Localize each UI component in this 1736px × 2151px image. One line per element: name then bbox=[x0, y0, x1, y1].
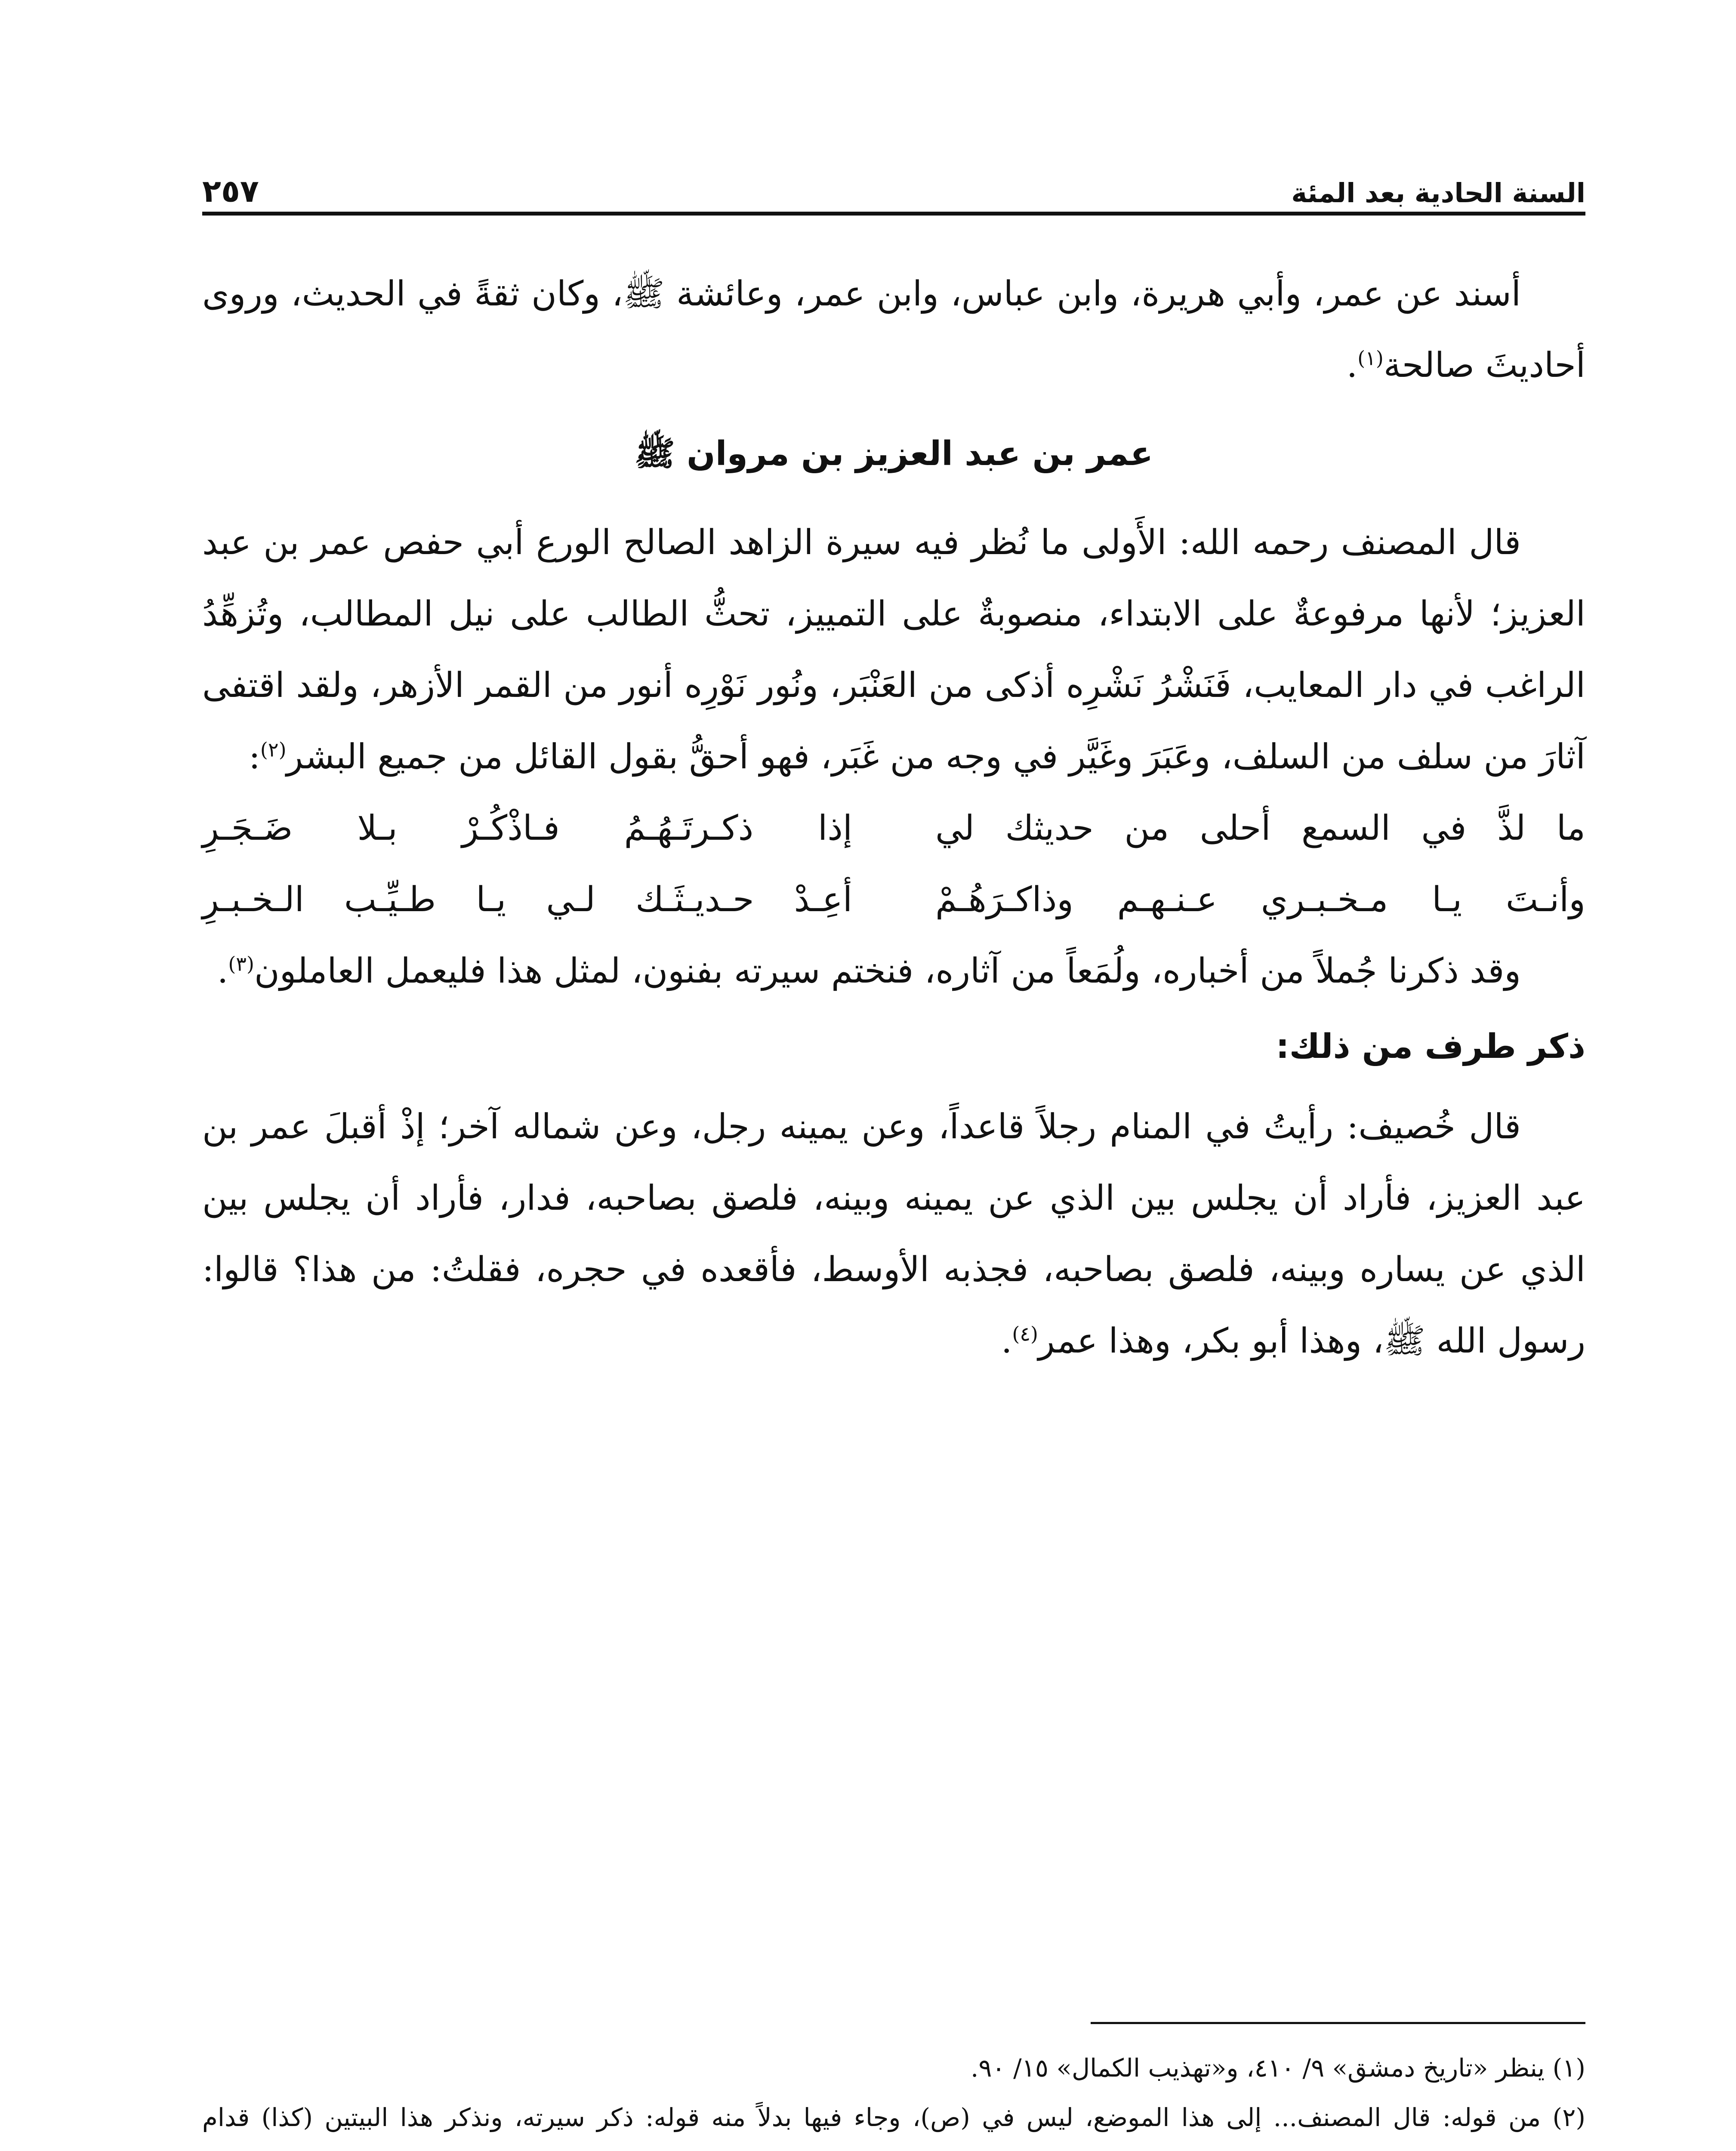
paragraph-2: قال المصنف رحمه الله: الأَولى ما نُظر فيه سيرة الزاهد الصالح الورع أبي حفص عمر بن عبد العزيز؛ لأنها مرفوعةٌ على الابتداء، منصوبةٌ على التمييز، تحثُّ الطالب على نيل المطالب، وتُزهِّدُ الراغب في دار المعايب، فَنَشْرُ نَشْرِه أذكى من العَنْبَر، ونُور نَوْرِه أنور من القمر الأزهر، ولقد اقتفى آثارَ من سلف من السلف، وعَبَرَ وغَيَّر في وجه من غَبَر، فهو أحقُّ بقول القائل من جميع البشر$^{(٢)}$: bbox=[202, 522, 1585, 777]
footnote-rule bbox=[1091, 2022, 1585, 2024]
section-heading-umar: عمر بن عبد العزيز بن مروان ﷺ bbox=[634, 435, 1153, 473]
page-number: ٢٥٧ bbox=[202, 173, 259, 209]
footnote-1: (١) ينظر «تاريخ دمشق» ٩/ ٤١٠، و«تهذيب الكمال» ١٥/ ٩٠. bbox=[970, 2053, 1585, 2083]
section-heading-dhikr: ذكر طرف من ذلك: bbox=[1276, 1027, 1585, 1066]
verse-2-second-hemistich: أعِـدْ حـديـثَـك لـي يـا طـيِّـب الـخـبـرِ bbox=[202, 879, 853, 919]
running-header bbox=[202, 142, 1585, 209]
verse-2-first-hemistich: وأنـتَ يـا مـخـبـري عـنـهـم وذاكـرَهُـمْ bbox=[935, 879, 1585, 919]
running-title: السنة الحادية بعد المئة bbox=[1291, 177, 1585, 209]
verse-1-first-hemistich: ما لذَّ في السمع أحلى من حديثك لي bbox=[935, 808, 1585, 848]
main-text bbox=[202, 258, 1585, 1377]
paragraph-4: قال خُصيف: رأيتُ في المنام رجلاً قاعداً، وعن يمينه رجل، وعن شماله آخر؛ إذْ أقبلَ عمر بن عبد العزيز، فأراد أن يجلس بين الذي عن يمينه وبينه، فلصق بصاحبه، فدار، فأراد أن يجلس بين الذي عن يساره وبينه، فلصق بصاحبه، فجذبه الأوسط، فأقعده في حجره، فقلتُ: من هذا؟ قالوا: رسول الله ﷺ، وهذا أبو بكر، وهذا عمر$^{(٤)}$. bbox=[202, 1106, 1585, 1361]
footnote-2: (٢) من قوله: قال المصنف... إلى هذا الموضع، ليس في (ص)، وجاء فيها بدلاً منه قوله: ذكر سيرته، ونذكر هذا البيتين (كذا) قدام bbox=[202, 2103, 1585, 2132]
footnote-ref-2: (٢) bbox=[260, 738, 287, 761]
footnotes bbox=[202, 2043, 1585, 2151]
poem-verse-1 bbox=[202, 792, 1585, 864]
header-rule bbox=[202, 212, 1585, 216]
footnote-ref-1: (١) bbox=[1357, 346, 1384, 370]
paragraph-1: أسند عن عمر، وأبي هريرة، وابن عباس، وابن عمر، وعائشة ﷺ، وكان ثقةً في الحديث، وروى أحاديثَ صالحة$^{(١)}$. bbox=[202, 274, 1585, 385]
poem-verse-2 bbox=[202, 864, 1585, 935]
poem bbox=[202, 792, 1585, 935]
footnote-ref-3: (٣) bbox=[228, 952, 254, 976]
footnote-ref-4: (٤) bbox=[1012, 1322, 1038, 1346]
paragraph-3: وقد ذكرنا جُملاً من أخباره، ولُمَعاً من آثاره، فنختم سيرته بفنون، لمثل هذا فليعمل العاملون$^{(٣)}$. bbox=[217, 951, 1521, 991]
verse-1-second-hemistich: إذا ذكـرتَـهُـمُ فـاذْكُـرْ بـلا ضَـجَـرِ bbox=[202, 808, 853, 848]
